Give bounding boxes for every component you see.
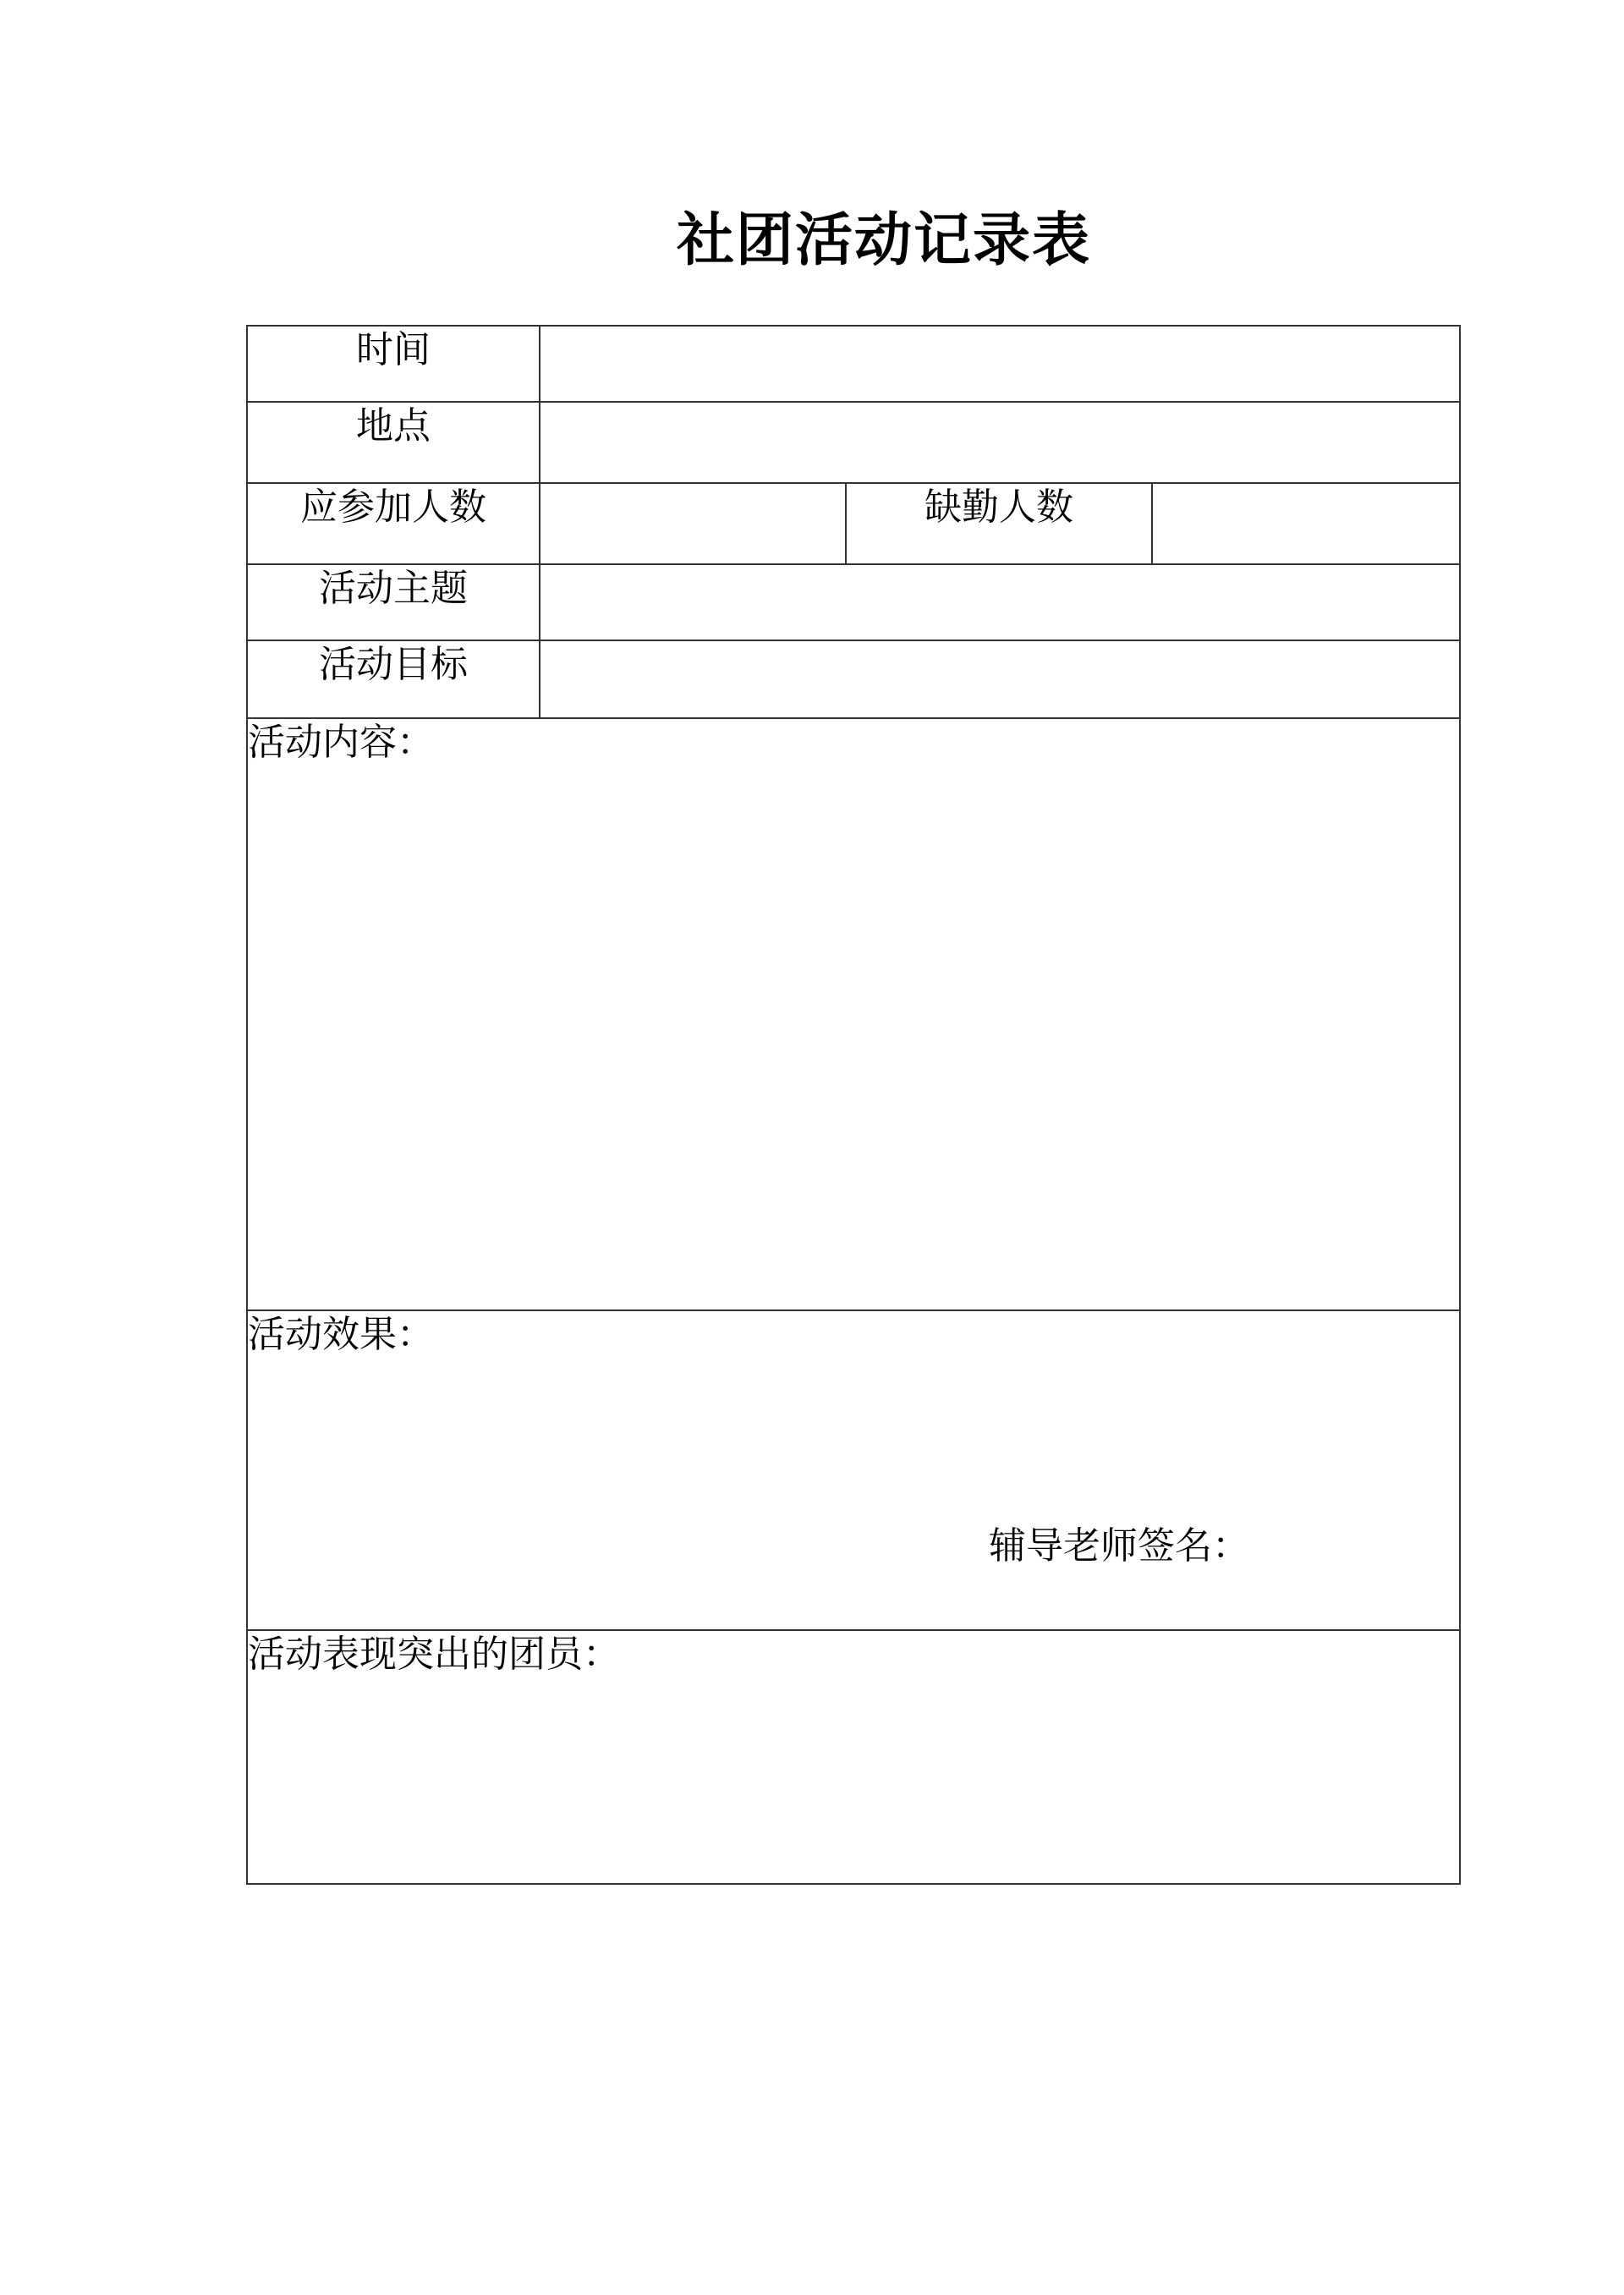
location-label: 地点 — [247, 402, 540, 483]
row-theme — [247, 564, 1460, 640]
outstanding-members-section[interactable] — [247, 1630, 1460, 1884]
time-field[interactable] — [540, 326, 1460, 402]
row-content — [247, 718, 1460, 1310]
row-goal — [247, 640, 1460, 718]
row-location — [247, 402, 1460, 483]
effect-section[interactable] — [247, 1310, 1460, 1630]
location-field[interactable] — [540, 402, 1460, 483]
expected-attendees-field[interactable] — [540, 483, 846, 564]
row-attendance — [247, 483, 1460, 564]
row-effect — [247, 1310, 1460, 1630]
row-outstanding-members — [247, 1630, 1460, 1884]
absent-count-label: 缺勤人数 — [846, 483, 1152, 564]
time-label: 时间 — [247, 326, 540, 402]
content-section[interactable] — [247, 718, 1460, 1310]
outstanding-members-label: 活动表现突出的团员： — [248, 1633, 620, 1676]
activity-record-table — [246, 325, 1461, 1885]
content-label: 活动内容： — [248, 721, 434, 764]
expected-attendees-label: 应参加人数 — [247, 483, 540, 564]
teacher-signature-label: 辅导老师签名： — [989, 1524, 1249, 1568]
goal-field[interactable] — [540, 640, 1460, 718]
goal-label: 活动目标 — [247, 640, 540, 718]
row-time — [247, 326, 1460, 402]
page-title: 社团活动记录表 — [676, 207, 1091, 274]
absent-count-field[interactable] — [1152, 483, 1460, 564]
theme-field[interactable] — [540, 564, 1460, 640]
effect-label: 活动效果： — [248, 1313, 434, 1356]
theme-label: 活动主题 — [247, 564, 540, 640]
